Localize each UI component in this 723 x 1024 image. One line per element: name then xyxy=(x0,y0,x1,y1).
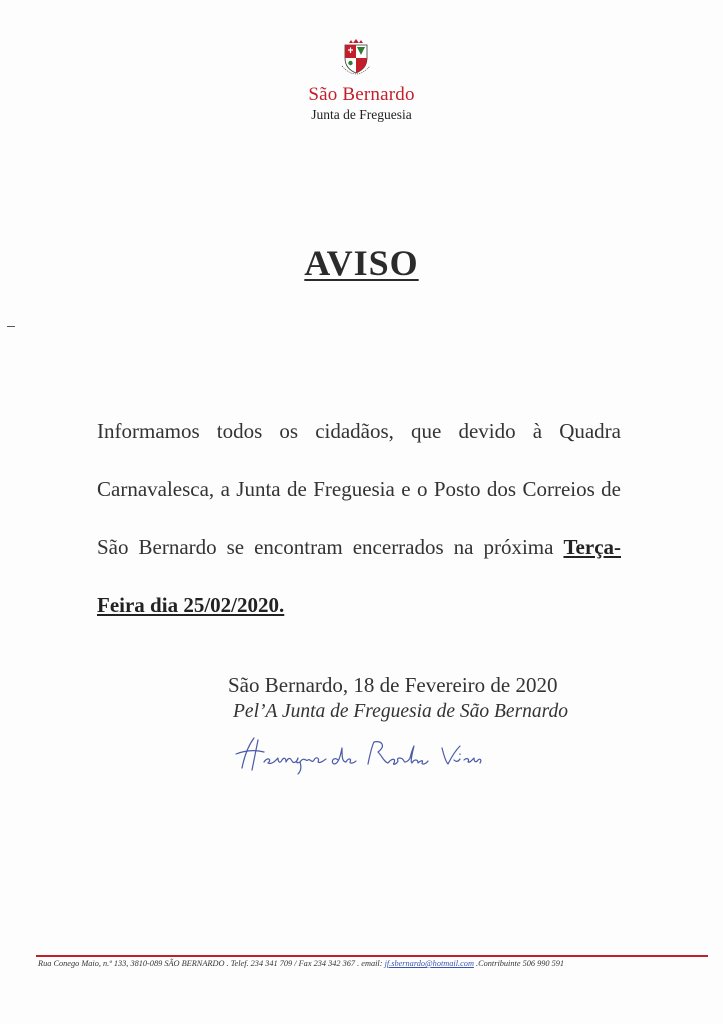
place-and-date: São Bernardo, 18 de Fevereiro de 2020 xyxy=(228,673,558,697)
signatory-line: Pel’A Junta de Freguesia de São Bernardo xyxy=(233,701,569,722)
parish-subtitle: Junta de Freguesia xyxy=(311,107,412,122)
notice-body xyxy=(97,402,621,634)
notice-title-text: AVISO xyxy=(304,243,419,283)
footer-rule xyxy=(36,955,708,957)
notice-title xyxy=(0,242,723,284)
footer-address: Rua Conego Maio, n.º 133, 3810-089 SÃO BERNARDO . Telef. 234 341 709 / Fax 234 342 367 . email: xyxy=(38,959,383,968)
notice-body-text: Informamos todos os cidadãos, que devido à Quadra Carnavalesca, a Junta de Freguesia e o Posto dos Correios de São Bernardo se encontram encerrados na próxima xyxy=(97,419,621,559)
closure-date: Terça-Feira dia 25/02/2020. xyxy=(97,535,622,617)
footer-tax-id: .Contribuinte 506 990 591 xyxy=(476,959,565,968)
scan-mark xyxy=(7,326,15,327)
parish-name: São Bernardo xyxy=(308,84,415,105)
parish-coat-of-arms-icon xyxy=(336,38,376,80)
handwritten-signature xyxy=(234,732,484,776)
footer-email-link[interactable]: jf.sbernardo@hotmail.com xyxy=(384,959,474,968)
footer-contact xyxy=(38,959,698,968)
